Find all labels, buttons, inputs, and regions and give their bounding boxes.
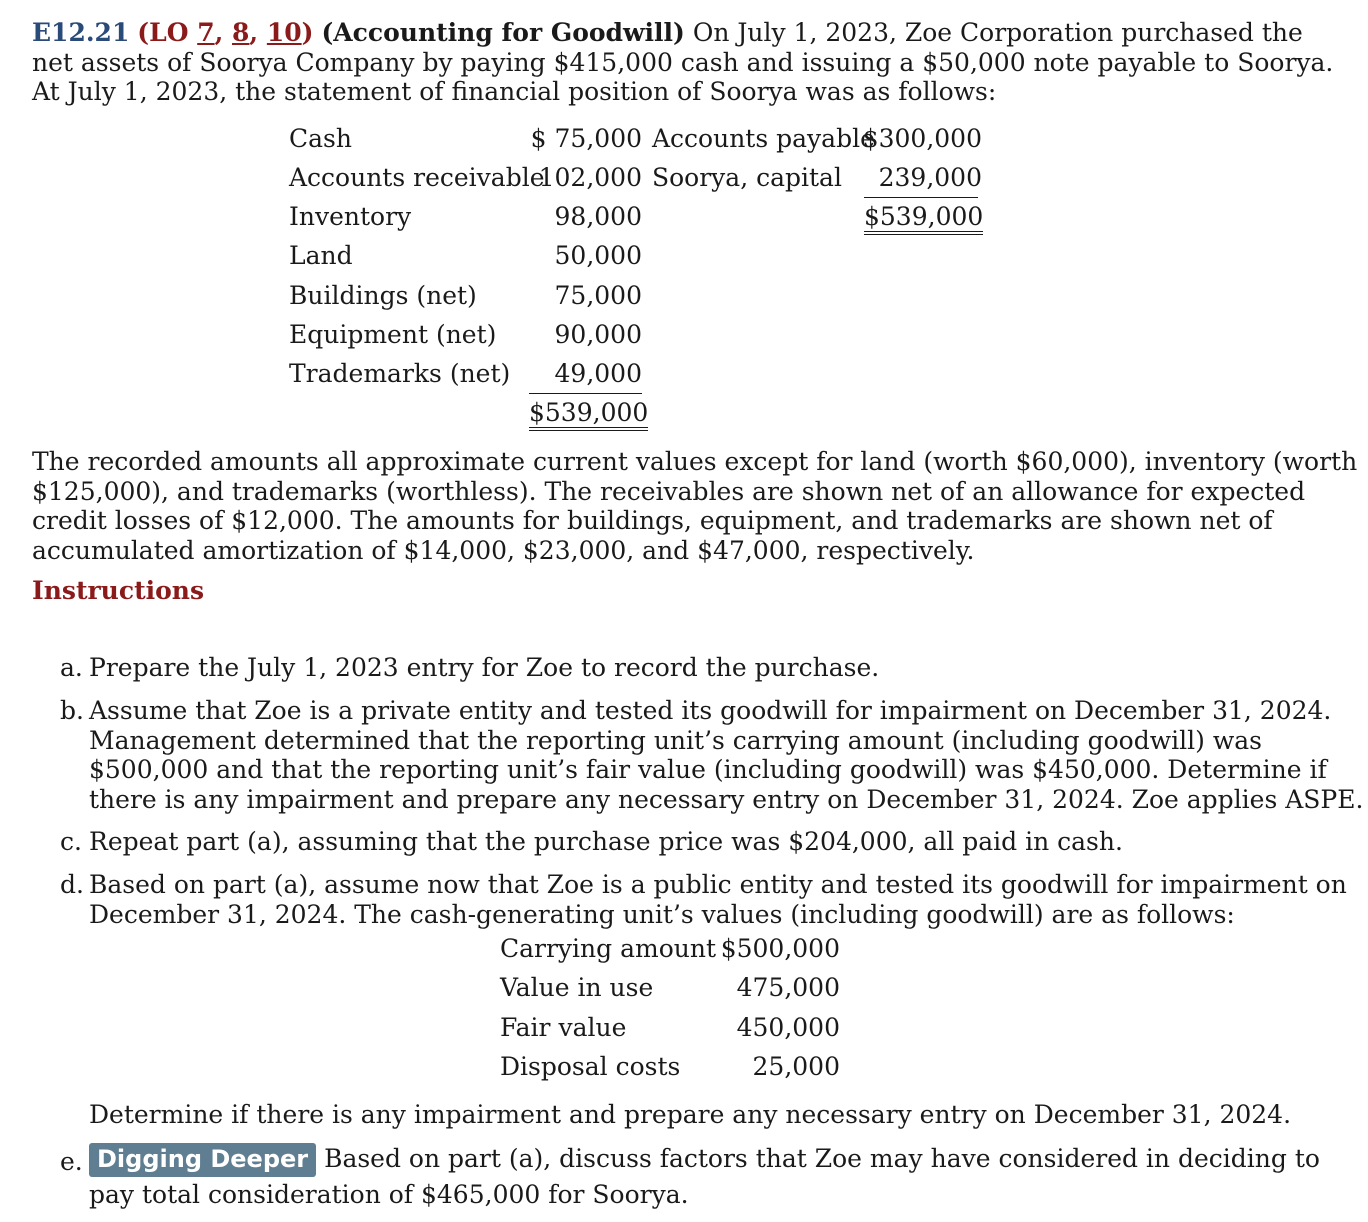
item-b-line: Assume that Zoe is a private entity and tested its goodwill for impairment on December 31, 2024. xyxy=(89,696,1332,725)
lo-open: (LO xyxy=(137,18,198,47)
intro-text-1: On July 1, 2023, Zoe Corporation purchased the xyxy=(684,18,1303,47)
item-e-line-1-text: Based on part (a), discuss factors that Zoe may have considered in deciding to xyxy=(316,1144,1320,1173)
asset-label: Land xyxy=(289,241,353,270)
paragraph-line: accumulated amortization of $14,000, $23,000, and $47,000, respectively. xyxy=(32,535,975,565)
learning-objectives: (LO 7, 8, 10) xyxy=(137,18,314,47)
liability-label: Soorya, capital xyxy=(652,163,842,192)
exercise-title: (Accounting for Goodwill) xyxy=(321,18,685,47)
asset-amount: 102,000 xyxy=(538,163,642,192)
intro-line-3: At July 1, 2023, the statement of financial position of Soorya was as follows: xyxy=(32,77,997,106)
liability-subtotal-rule xyxy=(864,197,978,198)
item-b-line: Management determined that the reporting unit’s carrying amount (including goodwill) was xyxy=(89,725,1262,755)
liabilities-total-value: $539,000 xyxy=(864,202,983,235)
asset-amount: 98,000 xyxy=(554,202,642,231)
cgu-label: Carrying amount xyxy=(500,934,717,963)
asset-amount: 90,000 xyxy=(554,320,642,349)
instructions-heading: Instructions xyxy=(32,576,205,605)
item-b-text xyxy=(89,696,1363,814)
lo-link-8[interactable]: 8 xyxy=(232,18,250,47)
last-asset-amount: 49,000 xyxy=(554,359,642,388)
asset-label: Buildings (net) xyxy=(289,281,477,310)
item-e-line-2: pay total consideration of $465,000 for Soorya. xyxy=(89,1180,689,1209)
item-b-line: $500,000 and that the reporting unit’s fair value (including goodwill) was $450,000. Determine if xyxy=(89,755,1327,784)
lo-link-7[interactable]: 7 xyxy=(197,18,215,47)
item-d-line: December 31, 2024. The cash-generating unit’s values (including goodwill) are as follows: xyxy=(89,899,1235,929)
asset-amount uline xyxy=(500,359,642,389)
paragraph-line: The recorded amounts all approximate current values except for land (worth $60,000), inventory (worth xyxy=(32,447,1358,476)
digging-deeper-badge: Digging Deeper xyxy=(89,1143,316,1177)
cgu-amount: 450,000 xyxy=(736,1013,840,1042)
item-d-line: Based on part (a), assume now that Zoe is a public entity and tested its goodwill for impairment on xyxy=(89,870,1347,899)
asset-label: Cash xyxy=(289,124,352,153)
asset-amount: 50,000 xyxy=(554,241,642,270)
item-e-marker: e. xyxy=(60,1147,83,1176)
intro-line-2: net assets of Soorya Company by paying $415,000 cash and issuing a $50,000 note payable to Soorya. xyxy=(32,47,1334,77)
asset-subtotal-rule xyxy=(529,393,642,394)
item-e-text xyxy=(89,1143,1320,1210)
asset-amount: $ 75,000 xyxy=(530,124,642,153)
assets-total xyxy=(529,398,649,428)
cgu-label: Value in use xyxy=(500,973,654,1002)
assets-total-value: $539,000 xyxy=(529,398,648,431)
item-a-text: Prepare the July 1, 2023 entry for Zoe to record the purchase. xyxy=(89,653,880,682)
item-b-marker: b. xyxy=(60,696,84,725)
liability-amount: $300,000 xyxy=(862,124,982,153)
cgu-amount: 25,000 xyxy=(752,1052,840,1081)
cgu-label: Disposal costs xyxy=(500,1052,681,1081)
paragraph-line: $125,000), and trademarks (worthless). The receivables are shown net of an allowance for expected xyxy=(32,476,1306,506)
lo-link-10[interactable]: 10 xyxy=(266,18,302,47)
paragraph-line: credit losses of $12,000. The amounts for buildings, equipment, and trademarks are shown net of xyxy=(32,506,1273,535)
liability-label: Accounts payable xyxy=(652,124,875,153)
asset-amount: 75,000 xyxy=(554,281,642,310)
item-a-marker: a. xyxy=(60,653,83,682)
cgu-label: Fair value xyxy=(500,1013,627,1042)
exercise-intro xyxy=(32,18,1333,107)
values-paragraph xyxy=(32,447,1357,565)
exercise-id: E12.21 xyxy=(32,18,130,47)
item-c-marker: c. xyxy=(60,827,82,856)
cgu-amount: $500,000 xyxy=(720,934,840,963)
item-d-text xyxy=(89,870,1347,929)
liabilities-total xyxy=(864,202,984,232)
asset-label: Equipment (net) xyxy=(289,320,497,349)
item-d-marker: d. xyxy=(60,870,84,899)
cgu-amount: 475,000 xyxy=(736,973,840,1002)
intro-line-1 xyxy=(32,18,1333,48)
item-b-line: there is any impairment and prepare any necessary entry on December 31, 2024. Zoe applies ASPE. xyxy=(89,784,1364,814)
item-c-text: Repeat part (a), assuming that the purchase price was $204,000, all paid in cash. xyxy=(89,827,1123,856)
asset-label: Inventory xyxy=(289,202,412,231)
lo-close: ) xyxy=(301,18,314,47)
asset-label: Trademarks (net) xyxy=(289,359,511,388)
item-d-after: Determine if there is any impairment and prepare any necessary entry on December 31, 2024. xyxy=(89,1100,1292,1129)
item-e-line-1 xyxy=(89,1143,1320,1177)
asset-label: Accounts receivable xyxy=(289,163,545,192)
liability-amount: 239,000 xyxy=(878,163,982,192)
